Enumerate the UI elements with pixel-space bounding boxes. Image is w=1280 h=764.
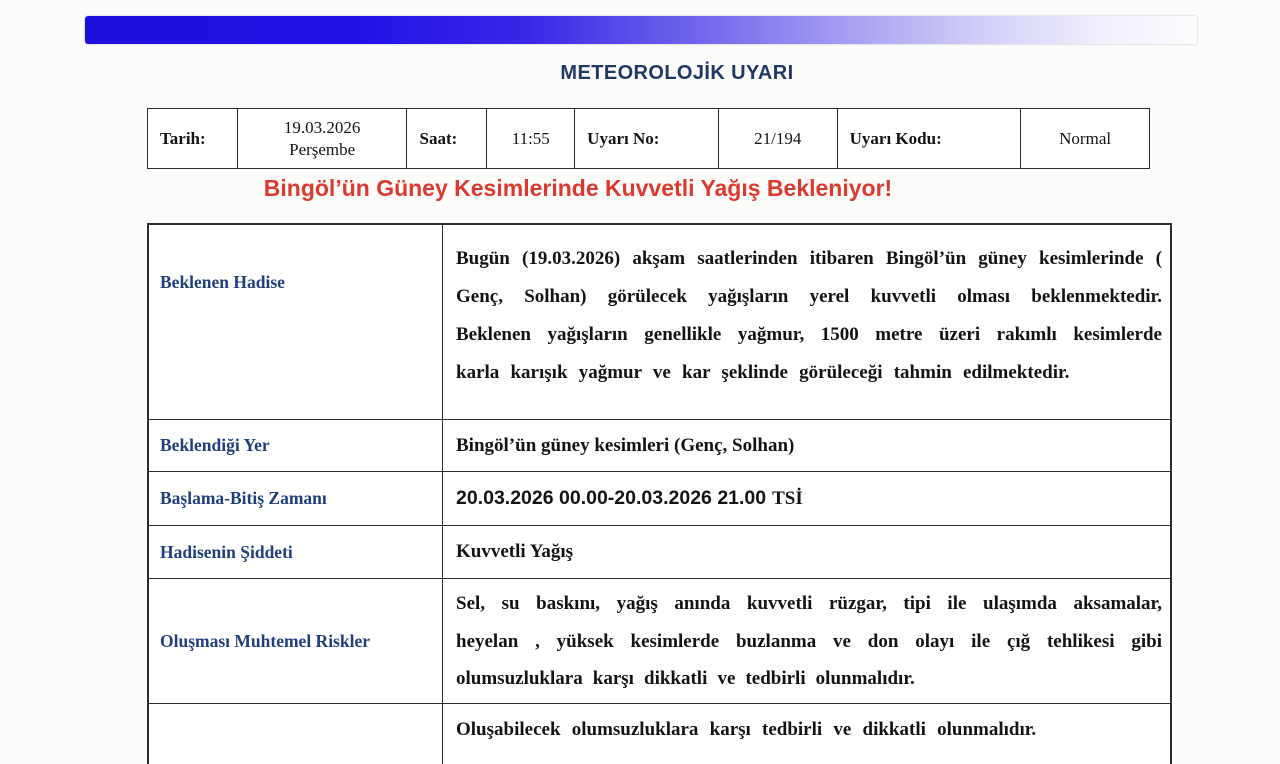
top-gradient-bar bbox=[85, 16, 1197, 44]
row-expected-location bbox=[149, 420, 1170, 472]
page-title: METEOROLOJİK UYARI bbox=[560, 62, 794, 84]
row-possible-risks bbox=[149, 579, 1170, 704]
possible-risks-value: Sel, su baskını, yağış anında kuvvetli rüzgar, tipi ile ulaşımda aksamalar, heyelan , yüksek kesimlerde buzlanma ve don olayı ile çığ tehlikesi gibi olumsuzluklara karşı dikkatli ve tedbirli olunmalıdır. bbox=[456, 593, 1162, 689]
warning-code-label: Uyarı Kodu: bbox=[838, 109, 1022, 168]
warning-no-value: 21/194 bbox=[719, 109, 838, 168]
warning-code-value: Normal bbox=[1059, 128, 1112, 148]
warning-headline: Bingöl’ün Güney Kesimlerinde Kuvvetli Yağış Bekleniyor! bbox=[263, 175, 893, 201]
time-label: Saat: bbox=[407, 109, 487, 168]
expected-location-value: Bingöl’ün güney kesimleri (Genç, Solhan) bbox=[456, 434, 795, 456]
expected-event-value: Bugün (19.03.2026) akşam saatlerinden itibaren Bingöl’ün güney kesimlerinde ( Genç, Solhan) görülecek yağışların yerel kuvvetli olması beklenmektedir. Beklenen yağışların genellikle yağmur, 1500 metre üzeri rakımlı kesimlerde karla karışık yağmur ve kar şeklinde görüleceği tahmin edilmektedir. bbox=[456, 248, 1162, 383]
start-end-time-label: Başlama-Bitiş Zamanı bbox=[149, 472, 443, 525]
time-value: 11:55 bbox=[487, 109, 575, 168]
start-end-time-range: 20.03.2026 00.00-20.03.2026 21.00 bbox=[456, 487, 767, 509]
warning-no-label: Uyarı No: bbox=[575, 109, 719, 168]
row-expected-event bbox=[149, 225, 1170, 420]
event-severity-value: Kuvvetli Yağış bbox=[456, 541, 573, 562]
clipped-row-value: Oluşabilecek olumsuzluklara karşı tedbirli ve dikkatli olunmalıdır. bbox=[456, 719, 1037, 740]
event-severity-label: Hadisenin Şiddeti bbox=[149, 526, 443, 578]
clipped-row-label bbox=[149, 704, 443, 764]
expected-event-label: Beklenen Hadise bbox=[149, 225, 443, 419]
start-end-time-zone: TSİ bbox=[772, 487, 803, 509]
expected-location-label: Beklendiği Yer bbox=[149, 420, 443, 471]
row-event-severity bbox=[149, 526, 1170, 579]
possible-risks-label: Oluşması Muhtemel Riskler bbox=[149, 579, 443, 703]
date-label: Tarih: bbox=[148, 109, 238, 168]
row-clipped-bottom bbox=[149, 704, 1170, 764]
date-value: 19.03.2026 Perşembe bbox=[238, 109, 408, 168]
start-end-time-value bbox=[443, 472, 1170, 525]
warning-details-table bbox=[147, 223, 1172, 764]
row-start-end-time bbox=[149, 472, 1170, 526]
warning-info-table bbox=[147, 108, 1150, 169]
